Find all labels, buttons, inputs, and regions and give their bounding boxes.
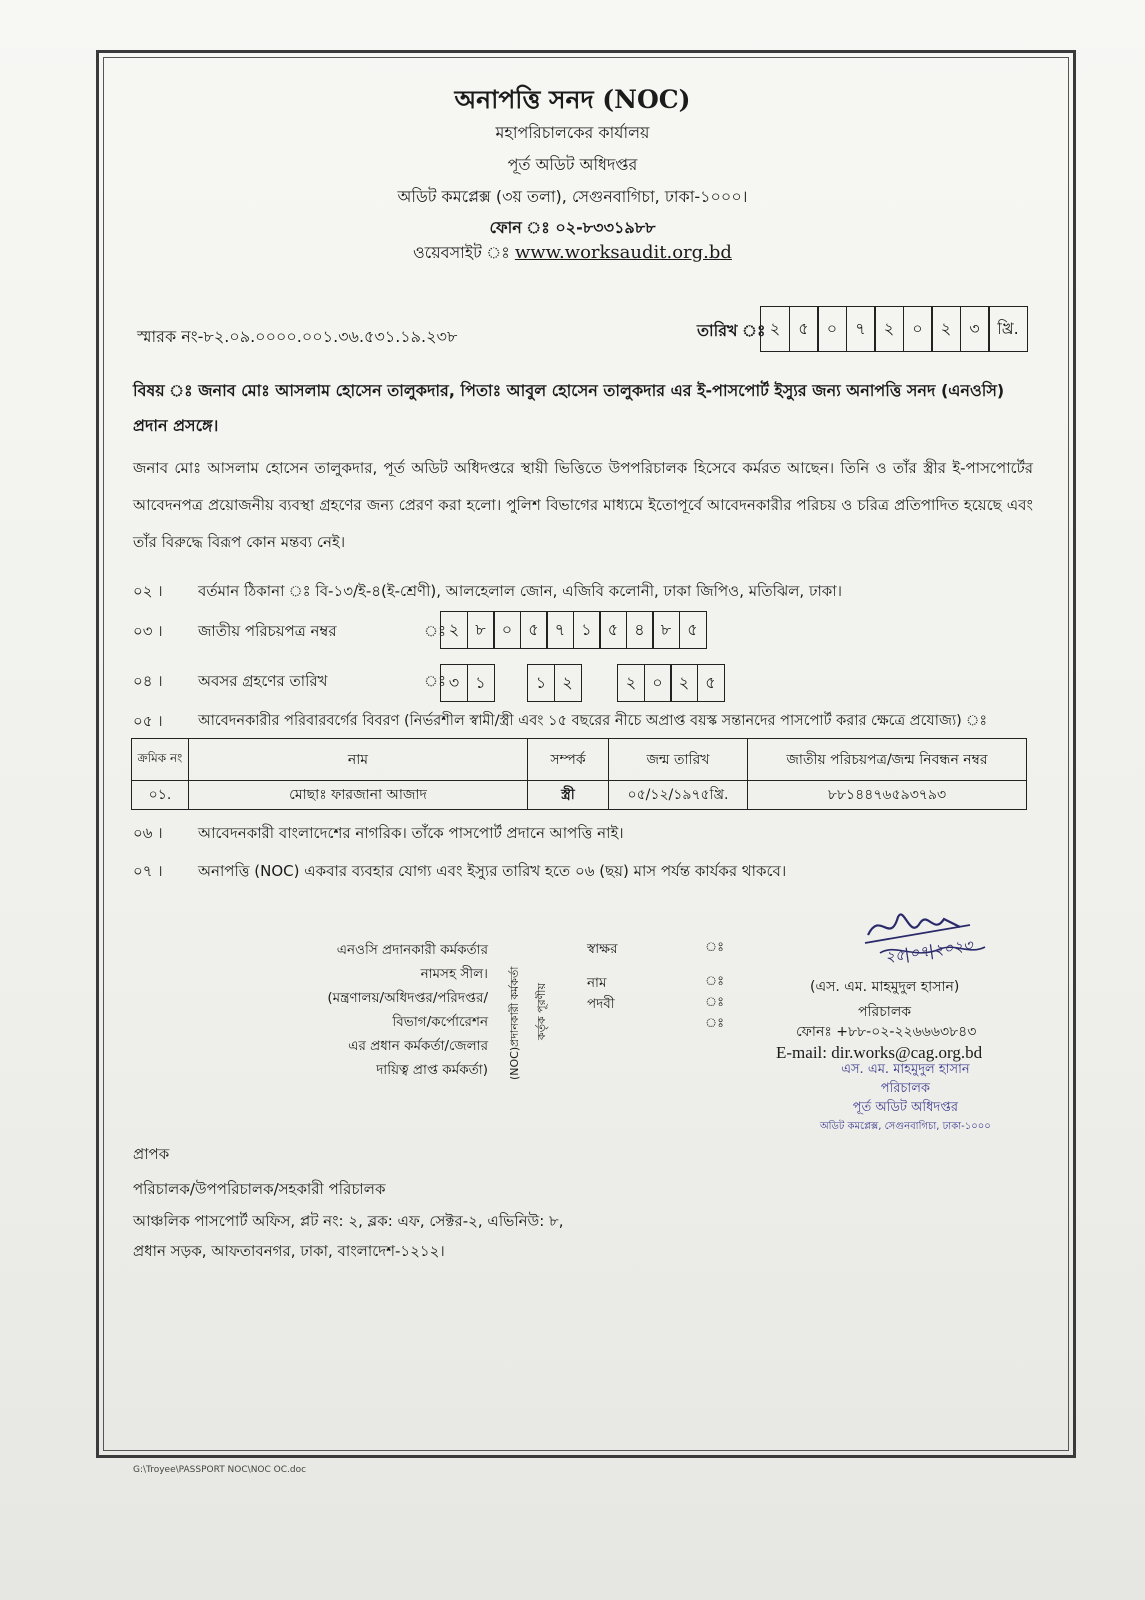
digit-box: ৫ bbox=[789, 306, 819, 352]
row-nid: ৮৮১৪৪৭৬৫৯৩৭৯৩ bbox=[748, 781, 1027, 810]
digit-box: ১ bbox=[573, 611, 601, 649]
digit-box: ৩ bbox=[440, 664, 468, 702]
item-02-number: ০২ । bbox=[133, 582, 163, 600]
digit-box: ৮ bbox=[652, 611, 680, 649]
retirement-year-boxes bbox=[617, 664, 723, 702]
officer-note-line: এনওসি প্রদানকারী কর্মকর্তার bbox=[336, 942, 488, 958]
header-name: নাম bbox=[189, 739, 528, 781]
seal-line: এস. এম. মাহমুদুল হাসান bbox=[841, 1062, 970, 1077]
row-serial: ০১. bbox=[132, 781, 189, 810]
table-row bbox=[132, 781, 1027, 810]
digit-box: ২ bbox=[554, 664, 582, 702]
recipient-label: প্রাপক bbox=[133, 1145, 170, 1163]
digit-box: ৫ bbox=[520, 611, 548, 649]
item-06-number: ০৬ । bbox=[133, 824, 163, 842]
family-table-header bbox=[132, 739, 1027, 781]
digit-box: ০ bbox=[493, 611, 521, 649]
vertical-note-1: (NOC)প্রদানকারী কর্মকর্তা bbox=[508, 966, 521, 1080]
item-04-number: ০৪ । bbox=[133, 672, 163, 690]
digit-box: ২ bbox=[931, 306, 961, 352]
seal-line: অডিট কমপ্লেক্স, সেগুনবাগিচা, ঢাকা-১০০০ bbox=[820, 1121, 991, 1132]
name-field-label: নাম bbox=[587, 975, 607, 991]
vertical-note-2: কর্তৃক পূরণীয় bbox=[535, 983, 548, 1040]
office-name: মহাপরিচালকের কার্যালয় bbox=[495, 123, 650, 142]
file-path: G:\Troyee\PASSPORT NOC\NOC OC.doc bbox=[133, 1465, 307, 1475]
digit-box: ১ bbox=[527, 664, 555, 702]
item-07-number: ০৭ । bbox=[133, 862, 163, 880]
validity-statement: অনাপত্তি (NOC) একবার ব্যবহার যোগ্য এবং ইস্যুর তারিখ হতে ০৬ (ছয়) মাস পর্যন্ত কার্যকর থাকবে। bbox=[198, 862, 787, 880]
header-dob: জন্ম তারিখ bbox=[609, 739, 748, 781]
website-label: ওয়েবসাইট ঃ bbox=[413, 243, 510, 262]
body-paragraph: জনাব মোঃ আসলাম হোসেন তালুকদার, পূর্ত অডিট অধিদপ্তরে স্থায়ী ভিত্তিতে উপপরিচালক হিসেবে কর্মরত আছেন। তিনি ও তাঁর স্ত্রীর ই-পাসপোর্টের আবেদনপত্র প্রয়োজনীয় ব্যবস্থা গ্রহণের জন্য প্রেরণ করা হলো। পুলিশ বিভাগের মাধ্যমে ইতোপূর্বে আবেদনকারীর পরিচয় ও চরিত্র প্রতিপাদিত হয়েছে এবং তাঁর বিরুদ্ধে বিরূপ কোন মন্তব্য নেই। bbox=[133, 459, 1033, 551]
digit-box: ৭ bbox=[846, 306, 876, 352]
recipient-line-1: পরিচালক/উপপরিচালক/সহকারী পরিচালক bbox=[133, 1180, 386, 1198]
subject-line-1: বিষয় ঃ জনাব মোঃ আসলাম হোসেন তালুকদার, পিতাঃ আবুল হোসেন তালুকদার এর ই-পাসপোর্ট ইস্যুর জন্য অনাপত্তি সনদ (এনওসি) bbox=[133, 381, 1005, 400]
officer-note-line: নামসহ সীল। bbox=[420, 966, 488, 982]
issuing-officer-note bbox=[300, 938, 488, 1082]
colon: ঃ bbox=[705, 974, 725, 989]
subject-line-2: প্রদান প্রসঙ্গে। bbox=[133, 416, 219, 435]
row-dob: ০৫/১২/১৯৭৫খ্রি. bbox=[609, 781, 748, 810]
recipient-line-2: আঞ্চলিক পাসপোর্ট অফিস, প্লট নং: ২, ব্লক: এফ, সেক্টর-২, এভিনিউ: ৮, bbox=[133, 1212, 564, 1230]
header-serial: ক্রমিক নং bbox=[132, 739, 189, 781]
retirement-label: অবসর গ্রহণের তারিখ bbox=[198, 672, 328, 690]
office-phone: ফোন ঃ ০২-৮৩৩১৯৮৮ bbox=[489, 218, 656, 237]
signatory-phone: ফোনঃ +৮৮-০২-২২৬৬৬৩৮৪৩ bbox=[796, 1024, 977, 1040]
seal-line: পরিচালক bbox=[880, 1081, 930, 1096]
website-link[interactable]: www.worksaudit.org.bd bbox=[514, 242, 732, 263]
retirement-month-boxes bbox=[527, 664, 580, 702]
officer-note-line: বিভাগ/কর্পোরেশন bbox=[392, 1014, 488, 1030]
officer-note-line: (মন্ত্রণালয়/অধিদপ্তর/পরিদপ্তর/ bbox=[327, 990, 488, 1006]
signatory-designation: পরিচালক bbox=[858, 1004, 912, 1020]
digit-box: ১ bbox=[467, 664, 495, 702]
recipient-line-3: প্রধান সড়ক, আফতাবনগর, ঢাকা, বাংলাদেশ-১২১২। bbox=[133, 1242, 445, 1260]
digit-box: ০ bbox=[903, 306, 933, 352]
digit-box: ২ bbox=[874, 306, 904, 352]
document-title: অনাপত্তি সনদ (NOC) bbox=[454, 85, 691, 114]
digit-box: ২ bbox=[440, 611, 468, 649]
officer-note-line: দায়িত্ব প্রাপ্ত কর্মকর্তা) bbox=[376, 1062, 488, 1078]
office-address: অডিট কমপ্লেক্স (৩য় তলা), সেগুনবাগিচা, ঢাকা-১০০০। bbox=[397, 187, 748, 206]
department-name: পূর্ত অডিট অধিদপ্তর bbox=[507, 155, 638, 174]
memo-number: স্মারক নং-৮২.০৯.০০০০.০০১.৩৬.৫৩১.১৯.২৩৮ bbox=[137, 327, 458, 346]
digit-box: ৫ bbox=[679, 611, 707, 649]
current-address: বর্তমান ঠিকানা ঃ বি-১৩/ই-৪(ই-শ্রেণী), আলহেলাল জোন, এজিবি কলোনী, ঢাকা জিপিও, মতিঝিল, ঢাকা। bbox=[198, 582, 843, 600]
family-table bbox=[131, 738, 1027, 810]
handwritten-date: ২৫|০৭|২০২৩ bbox=[883, 935, 974, 967]
officer-note-line: এর প্রধান কর্মকর্তা/জেলার bbox=[348, 1038, 488, 1054]
digit-box: ২ bbox=[670, 664, 698, 702]
digit-box: ৭ bbox=[546, 611, 574, 649]
digit-box: ৫ bbox=[599, 611, 627, 649]
nid-digit-boxes bbox=[440, 611, 705, 649]
retirement-colon: ঃ bbox=[424, 672, 447, 690]
family-details-label: আবেদনকারীর পরিবারবর্গের বিবরণ (নির্ভরশীল স্বামী/স্ত্রী এবং ১৫ বছরের নীচে অপ্রাপ্ত বয়স্ক সন্তানদের পাসপোর্ট করার ক্ষেত্রে প্রযোজ্য) ঃ bbox=[198, 713, 988, 729]
digit-box: ২ bbox=[617, 664, 645, 702]
digit-box: ৪ bbox=[626, 611, 654, 649]
header-nid: জাতীয় পরিচয়পত্র/জন্ম নিবন্ধন নম্বর bbox=[748, 739, 1027, 781]
digit-box: ৫ bbox=[697, 664, 725, 702]
digit-box: ০ bbox=[817, 306, 847, 352]
nid-colon: ঃ bbox=[424, 622, 447, 640]
sign-field-label: স্বাক্ষর bbox=[587, 941, 618, 957]
colon: ঃ bbox=[705, 995, 725, 1010]
retirement-day-boxes bbox=[440, 664, 493, 702]
signatory-email: E-mail: dir.works@cag.org.bd bbox=[776, 1043, 983, 1062]
official-seal bbox=[820, 1060, 991, 1136]
item-03-number: ০৩ । bbox=[133, 622, 163, 640]
colon: ঃ bbox=[705, 940, 725, 955]
row-name: মোছাঃ ফারজানা আজাদ bbox=[189, 781, 528, 810]
citizenship-statement: আবেদনকারী বাংলাদেশের নাগরিক। তাঁকে পাসপোর্ট প্রদানে আপত্তি নাই। bbox=[198, 824, 624, 842]
nid-label: জাতীয় পরিচয়পত্র নম্বর bbox=[198, 622, 337, 640]
seal-line: পূর্ত অডিট অধিদপ্তর bbox=[852, 1100, 959, 1115]
row-relation: স্ত্রী bbox=[528, 781, 609, 810]
digit-box: ০ bbox=[644, 664, 672, 702]
header-relation: সম্পর্ক bbox=[528, 739, 609, 781]
signatory-name: (এস. এম. মাহমুদুল হাসান) bbox=[810, 979, 960, 995]
date-digit-boxes bbox=[760, 306, 1027, 352]
digit-box: ২ bbox=[760, 306, 790, 352]
digit-box: খ্রি. bbox=[988, 306, 1028, 352]
item-05-number: ০৫ । bbox=[133, 712, 163, 730]
digit-box: ৩ bbox=[960, 306, 990, 352]
date-label: তারিখ ঃ bbox=[697, 321, 766, 340]
website-line bbox=[0, 240, 1145, 267]
digit-box: ৮ bbox=[467, 611, 495, 649]
colon: ঃ bbox=[705, 1016, 725, 1031]
designation-field-label: পদবী bbox=[587, 996, 615, 1012]
